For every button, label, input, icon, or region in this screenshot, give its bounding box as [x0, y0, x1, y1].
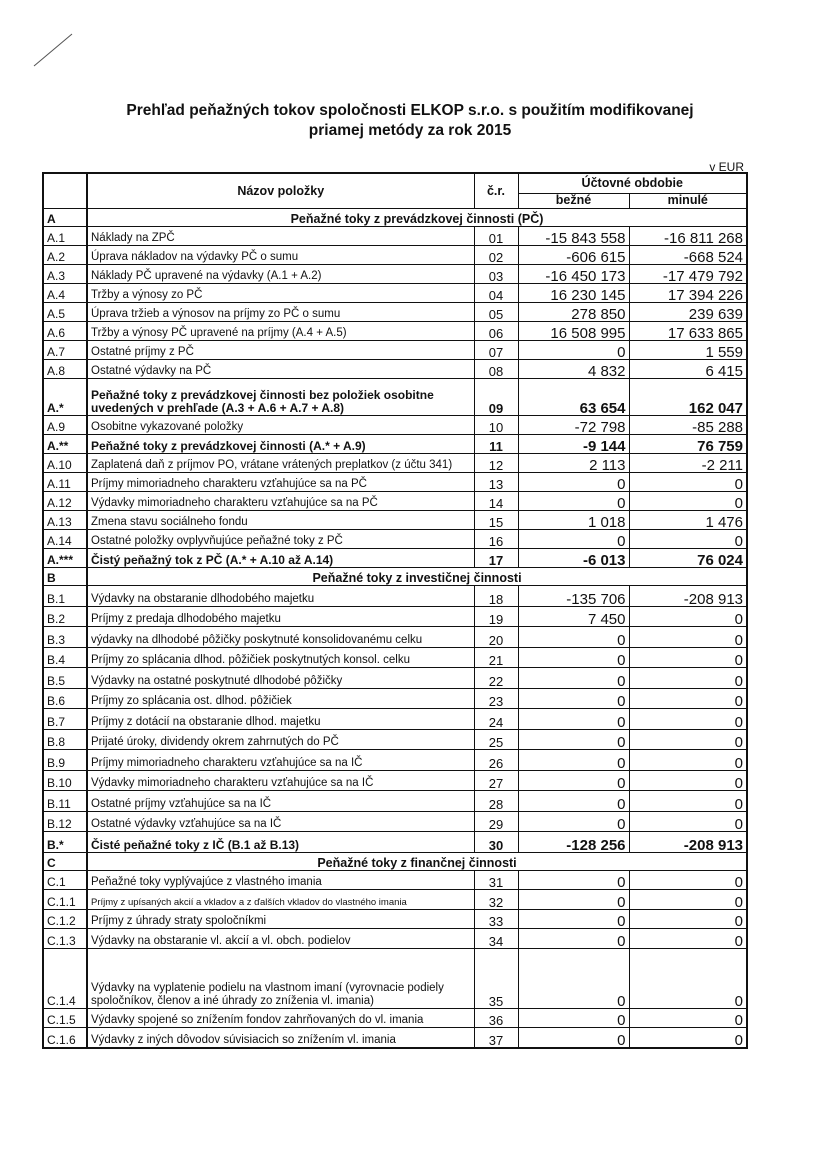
table-row — [43, 360, 747, 379]
previous-period-value: 0 — [629, 791, 747, 812]
row-number: 15 — [474, 511, 518, 530]
section-row — [43, 852, 747, 870]
row-number: 30 — [474, 832, 518, 853]
previous-period-value: 0 — [629, 647, 747, 668]
current-period-value: 2 113 — [518, 454, 629, 473]
row-code: C.1.4 — [43, 948, 87, 1008]
current-period-value: 0 — [518, 770, 629, 791]
row-number: 09 — [474, 379, 518, 416]
section-row — [43, 568, 747, 586]
row-name: Príjmy z dotácií na obstaranie dlhod. majetku — [87, 709, 474, 730]
row-name: Ostatné príjmy z PČ — [87, 341, 474, 360]
current-period-value: 0 — [518, 791, 629, 812]
previous-period-header: minulé — [629, 193, 747, 208]
previous-period-value: 0 — [629, 948, 747, 1008]
current-period-value: 0 — [518, 750, 629, 771]
row-code: C.1 — [43, 870, 87, 890]
table-row — [43, 530, 747, 549]
row-number: 37 — [474, 1028, 518, 1048]
row-name: Peňažné toky vyplývajúce z vlastného imania — [87, 870, 474, 890]
row-code: B.2 — [43, 606, 87, 627]
table-row — [43, 948, 747, 1008]
table-row — [43, 549, 747, 568]
row-code: C — [43, 852, 87, 870]
row-number: 02 — [474, 246, 518, 265]
current-period-value: 0 — [518, 1008, 629, 1028]
row-name: Náklady na ZPČ — [87, 227, 474, 246]
currency-unit: v EUR — [709, 160, 744, 174]
row-number: 33 — [474, 909, 518, 929]
row-code: A.11 — [43, 473, 87, 492]
row-code: A.2 — [43, 246, 87, 265]
table-row — [43, 606, 747, 627]
current-period-header: bežné — [518, 193, 629, 208]
row-code: B.8 — [43, 729, 87, 750]
document-title: Prehľad peňažných tokov spoločnosti ELKOP s.r.o. s použitím modifikovanej — [126, 102, 694, 119]
table-row — [43, 750, 747, 771]
table-row — [43, 929, 747, 949]
previous-period-value: -16 811 268 — [629, 227, 747, 246]
row-code: B.3 — [43, 627, 87, 648]
row-code: B — [43, 568, 87, 586]
row-number: 27 — [474, 770, 518, 791]
row-name: Výdavky na ostatné poskytnuté dlhodobé pôžičky — [87, 668, 474, 689]
row-number: 19 — [474, 606, 518, 627]
row-code: A — [43, 209, 87, 227]
current-period-value: 0 — [518, 909, 629, 929]
row-code: A.5 — [43, 303, 87, 322]
current-period-value: 0 — [518, 668, 629, 689]
row-name: Ostatné položky ovplyvňujúce peňažné toky z PČ — [87, 530, 474, 549]
table-row — [43, 227, 747, 246]
row-number: 10 — [474, 416, 518, 435]
previous-period-value: -17 479 792 — [629, 265, 747, 284]
row-code: A.3 — [43, 265, 87, 284]
current-period-value: 0 — [518, 341, 629, 360]
previous-period-value: 6 415 — [629, 360, 747, 379]
row-number: 12 — [474, 454, 518, 473]
row-code: B.11 — [43, 791, 87, 812]
table-row — [43, 379, 747, 416]
table-row — [43, 832, 747, 853]
table-row — [43, 890, 747, 910]
current-period-value: -15 843 558 — [518, 227, 629, 246]
table-row — [43, 1028, 747, 1048]
row-number: 23 — [474, 688, 518, 709]
previous-period-value: -85 288 — [629, 416, 747, 435]
row-name: Ostatné výdavky vzťahujúce sa na IČ — [87, 811, 474, 832]
row-name: Náklady PČ upravené na výdavky (A.1 + A.2) — [87, 265, 474, 284]
row-number: 07 — [474, 341, 518, 360]
previous-period-value: 76 759 — [629, 435, 747, 454]
previous-period-value: 76 024 — [629, 549, 747, 568]
row-number: 24 — [474, 709, 518, 730]
row-name: Výdavky z iných dôvodov súvisiacich so znížením vl. imania — [87, 1028, 474, 1048]
section-title: Peňažné toky z investičnej činnosti — [87, 568, 747, 586]
current-period-value: 0 — [518, 811, 629, 832]
table-row — [43, 647, 747, 668]
row-code: A.** — [43, 435, 87, 454]
row-code: A.* — [43, 379, 87, 416]
row-number: 14 — [474, 492, 518, 511]
row-name: Úprava nákladov na výdavky PČ o sumu — [87, 246, 474, 265]
previous-period-value: 162 047 — [629, 379, 747, 416]
table-row — [43, 586, 747, 607]
current-period-value: -6 013 — [518, 549, 629, 568]
row-number: 29 — [474, 811, 518, 832]
current-period-value: -606 615 — [518, 246, 629, 265]
row-number: 35 — [474, 948, 518, 1008]
row-name: Výdavky spojené so znížením fondov zahrňovaných do vl. imania — [87, 1008, 474, 1028]
current-period-value: -135 706 — [518, 586, 629, 607]
table-row — [43, 322, 747, 341]
row-number: 28 — [474, 791, 518, 812]
row-number: 20 — [474, 627, 518, 648]
current-period-value: 0 — [518, 709, 629, 730]
table-row — [43, 791, 747, 812]
row-number: 34 — [474, 929, 518, 949]
row-code: A.*** — [43, 549, 87, 568]
table-row — [43, 246, 747, 265]
row-code: A.7 — [43, 341, 87, 360]
row-code: A.1 — [43, 227, 87, 246]
table-row — [43, 627, 747, 648]
row-name: Úprava tržieb a výnosov na príjmy zo PČ o sumu — [87, 303, 474, 322]
row-number: 36 — [474, 1008, 518, 1028]
current-period-value: 7 450 — [518, 606, 629, 627]
section-title: Peňažné toky z prevádzkovej činnosti (PČ) — [87, 209, 747, 227]
row-code: A.14 — [43, 530, 87, 549]
row-code: A.10 — [43, 454, 87, 473]
row-number: 08 — [474, 360, 518, 379]
current-period-value: 0 — [518, 870, 629, 890]
row-code: B.5 — [43, 668, 87, 689]
row-name: Ostatné výdavky na PČ — [87, 360, 474, 379]
name-header: Názov položky — [87, 173, 474, 209]
current-period-value: -72 798 — [518, 416, 629, 435]
row-name: Výdavky na obstaranie dlhodobého majetku — [87, 586, 474, 607]
current-period-value: 0 — [518, 1028, 629, 1048]
row-code: B.12 — [43, 811, 87, 832]
row-code: B.4 — [43, 647, 87, 668]
table-row — [43, 811, 747, 832]
row-name: Výdavky mimoriadneho charakteru vzťahujúce sa na IČ — [87, 770, 474, 791]
row-code: B.7 — [43, 709, 87, 730]
row-number: 16 — [474, 530, 518, 549]
row-number: 11 — [474, 435, 518, 454]
previous-period-value: -2 211 — [629, 454, 747, 473]
previous-period-value: 0 — [629, 870, 747, 890]
current-period-value: -9 144 — [518, 435, 629, 454]
current-period-value: -16 450 173 — [518, 265, 629, 284]
current-period-value: 0 — [518, 729, 629, 750]
row-number: 06 — [474, 322, 518, 341]
table-row — [43, 668, 747, 689]
row-name: Výdavky mimoriadneho charakteru vzťahujúce sa na PČ — [87, 492, 474, 511]
row-name: Tržby a výnosy PČ upravené na príjmy (A.4 + A.5) — [87, 322, 474, 341]
row-name: Zmena stavu sociálneho fondu — [87, 511, 474, 530]
row-code: B.10 — [43, 770, 87, 791]
row-name: Príjmy zo splácania dlhod. pôžičiek poskytnutých konsol. celku — [87, 647, 474, 668]
row-code: C.1.3 — [43, 929, 87, 949]
previous-period-value: 0 — [629, 606, 747, 627]
previous-period-value: 0 — [629, 770, 747, 791]
table-row — [43, 341, 747, 360]
previous-period-value: 0 — [629, 668, 747, 689]
previous-period-value: 0 — [629, 929, 747, 949]
current-period-value: 0 — [518, 492, 629, 511]
row-name: Tržby a výnosy zo PČ — [87, 284, 474, 303]
row-code: C.1.5 — [43, 1008, 87, 1028]
row-code: B.9 — [43, 750, 87, 771]
row-name: Peňažné toky z prevádzkovej činnosti (A.* + A.9) — [87, 435, 474, 454]
row-code: A.8 — [43, 360, 87, 379]
table-row — [43, 473, 747, 492]
table-row — [43, 492, 747, 511]
current-period-value: 16 508 995 — [518, 322, 629, 341]
row-name: Ostatné príjmy vzťahujúce sa na IČ — [87, 791, 474, 812]
table-row — [43, 870, 747, 890]
row-code: C.1.6 — [43, 1028, 87, 1048]
table-row — [43, 688, 747, 709]
current-period-value: 1 018 — [518, 511, 629, 530]
previous-period-value: 1 559 — [629, 341, 747, 360]
current-period-value: 0 — [518, 473, 629, 492]
row-code: B.6 — [43, 688, 87, 709]
cr-header: č.r. — [474, 173, 518, 209]
row-name: Príjmy z úhrady straty spoločníkmi — [87, 909, 474, 929]
current-period-value: 0 — [518, 929, 629, 949]
row-number: 21 — [474, 647, 518, 668]
row-code: C.1.1 — [43, 890, 87, 910]
current-period-value: 63 654 — [518, 379, 629, 416]
row-name: Výdavky na obstaranie vl. akcií a vl. obch. podielov — [87, 929, 474, 949]
previous-period-value: 0 — [629, 1008, 747, 1028]
row-name: Osobitne vykazované položky — [87, 416, 474, 435]
row-name: Príjmy mimoriadneho charakteru vzťahujúce sa na PČ — [87, 473, 474, 492]
row-name: Príjmy zo splácania ost. dlhod. pôžičiek — [87, 688, 474, 709]
current-period-value: 0 — [518, 688, 629, 709]
current-period-value: 0 — [518, 647, 629, 668]
row-number: 13 — [474, 473, 518, 492]
previous-period-value: 1 476 — [629, 511, 747, 530]
period-header: Účtovné obdobie — [518, 173, 747, 193]
previous-period-value: 17 394 226 — [629, 284, 747, 303]
current-period-value: 0 — [518, 627, 629, 648]
row-number: 26 — [474, 750, 518, 771]
row-name: Čisté peňažné toky z IČ (B.1 až B.13) — [87, 832, 474, 853]
row-number: 18 — [474, 586, 518, 607]
row-name: Príjmy mimoriadneho charakteru vzťahujúce sa na IČ — [87, 750, 474, 771]
row-name: Čistý peňažný tok z PČ (A.* + A.10 až A.14) — [87, 549, 474, 568]
section-row — [43, 209, 747, 227]
previous-period-value: -208 913 — [629, 832, 747, 853]
current-period-value: 0 — [518, 890, 629, 910]
row-number: 03 — [474, 265, 518, 284]
table-row — [43, 416, 747, 435]
row-code: A.4 — [43, 284, 87, 303]
document-subtitle: priamej metódy za rok 2015 — [308, 122, 512, 139]
table-row — [43, 1008, 747, 1028]
row-code: A.6 — [43, 322, 87, 341]
previous-period-value: -668 524 — [629, 246, 747, 265]
section-title: Peňažné toky z finančnej činnosti — [87, 852, 747, 870]
code-header — [43, 173, 87, 209]
row-name: Peňažné toky z prevádzkovej činnosti bez položiek osobitne uvedených v prehľade (A.3 + A.6 + A.7 + A.8) — [87, 379, 474, 416]
table-row — [43, 284, 747, 303]
row-code: C.1.2 — [43, 909, 87, 929]
previous-period-value: 0 — [629, 909, 747, 929]
row-name: Príjmy z predaja dlhodobého majetku — [87, 606, 474, 627]
row-number: 04 — [474, 284, 518, 303]
previous-period-value: 17 633 865 — [629, 322, 747, 341]
previous-period-value: 0 — [629, 1028, 747, 1048]
table-row — [43, 770, 747, 791]
current-period-value: 16 230 145 — [518, 284, 629, 303]
current-period-value: 278 850 — [518, 303, 629, 322]
current-period-value: 4 832 — [518, 360, 629, 379]
previous-period-value: 0 — [629, 709, 747, 730]
row-code: A.13 — [43, 511, 87, 530]
current-period-value: -128 256 — [518, 832, 629, 853]
table-row — [43, 265, 747, 284]
row-name: výdavky na dlhodobé pôžičky poskytnuté konsolidovanému celku — [87, 627, 474, 648]
previous-period-value: 0 — [629, 492, 747, 511]
previous-period-value: 0 — [629, 750, 747, 771]
row-name: Zaplatená daň z príjmov PO, vrátane vrátených preplatkov (z účtu 341) — [87, 454, 474, 473]
table-row — [43, 303, 747, 322]
table-row — [43, 729, 747, 750]
row-code: B.1 — [43, 586, 87, 607]
row-code: A.9 — [43, 416, 87, 435]
previous-period-value: 0 — [629, 627, 747, 648]
row-code: B.* — [43, 832, 87, 853]
current-period-value: 0 — [518, 948, 629, 1008]
row-name: Prijaté úroky, dividendy okrem zahrnutých do PČ — [87, 729, 474, 750]
row-number: 32 — [474, 890, 518, 910]
previous-period-value: 0 — [629, 473, 747, 492]
table-row — [43, 909, 747, 929]
table-row — [43, 709, 747, 730]
row-name: Príjmy z upísaných akcií a vkladov a z ďalších vkladov do vlastného imania — [87, 890, 474, 910]
pen-mark — [30, 30, 80, 70]
previous-period-value: 0 — [629, 811, 747, 832]
row-number: 25 — [474, 729, 518, 750]
previous-period-value: 0 — [629, 890, 747, 910]
row-number: 01 — [474, 227, 518, 246]
row-number: 31 — [474, 870, 518, 890]
table-row — [43, 435, 747, 454]
previous-period-value: 0 — [629, 729, 747, 750]
current-period-value: 0 — [518, 530, 629, 549]
row-number: 05 — [474, 303, 518, 322]
row-name: Výdavky na vyplatenie podielu na vlastnom imaní (vyrovnacie podiely spoločníkov, členov a iné úhrady zo zníženia vl. imania) — [87, 948, 474, 1008]
previous-period-value: -208 913 — [629, 586, 747, 607]
row-code: A.12 — [43, 492, 87, 511]
table-row — [43, 511, 747, 530]
cash-flow-table — [42, 172, 748, 1049]
row-number: 17 — [474, 549, 518, 568]
previous-period-value: 239 639 — [629, 303, 747, 322]
table-row — [43, 454, 747, 473]
previous-period-value: 0 — [629, 688, 747, 709]
row-number: 22 — [474, 668, 518, 689]
previous-period-value: 0 — [629, 530, 747, 549]
